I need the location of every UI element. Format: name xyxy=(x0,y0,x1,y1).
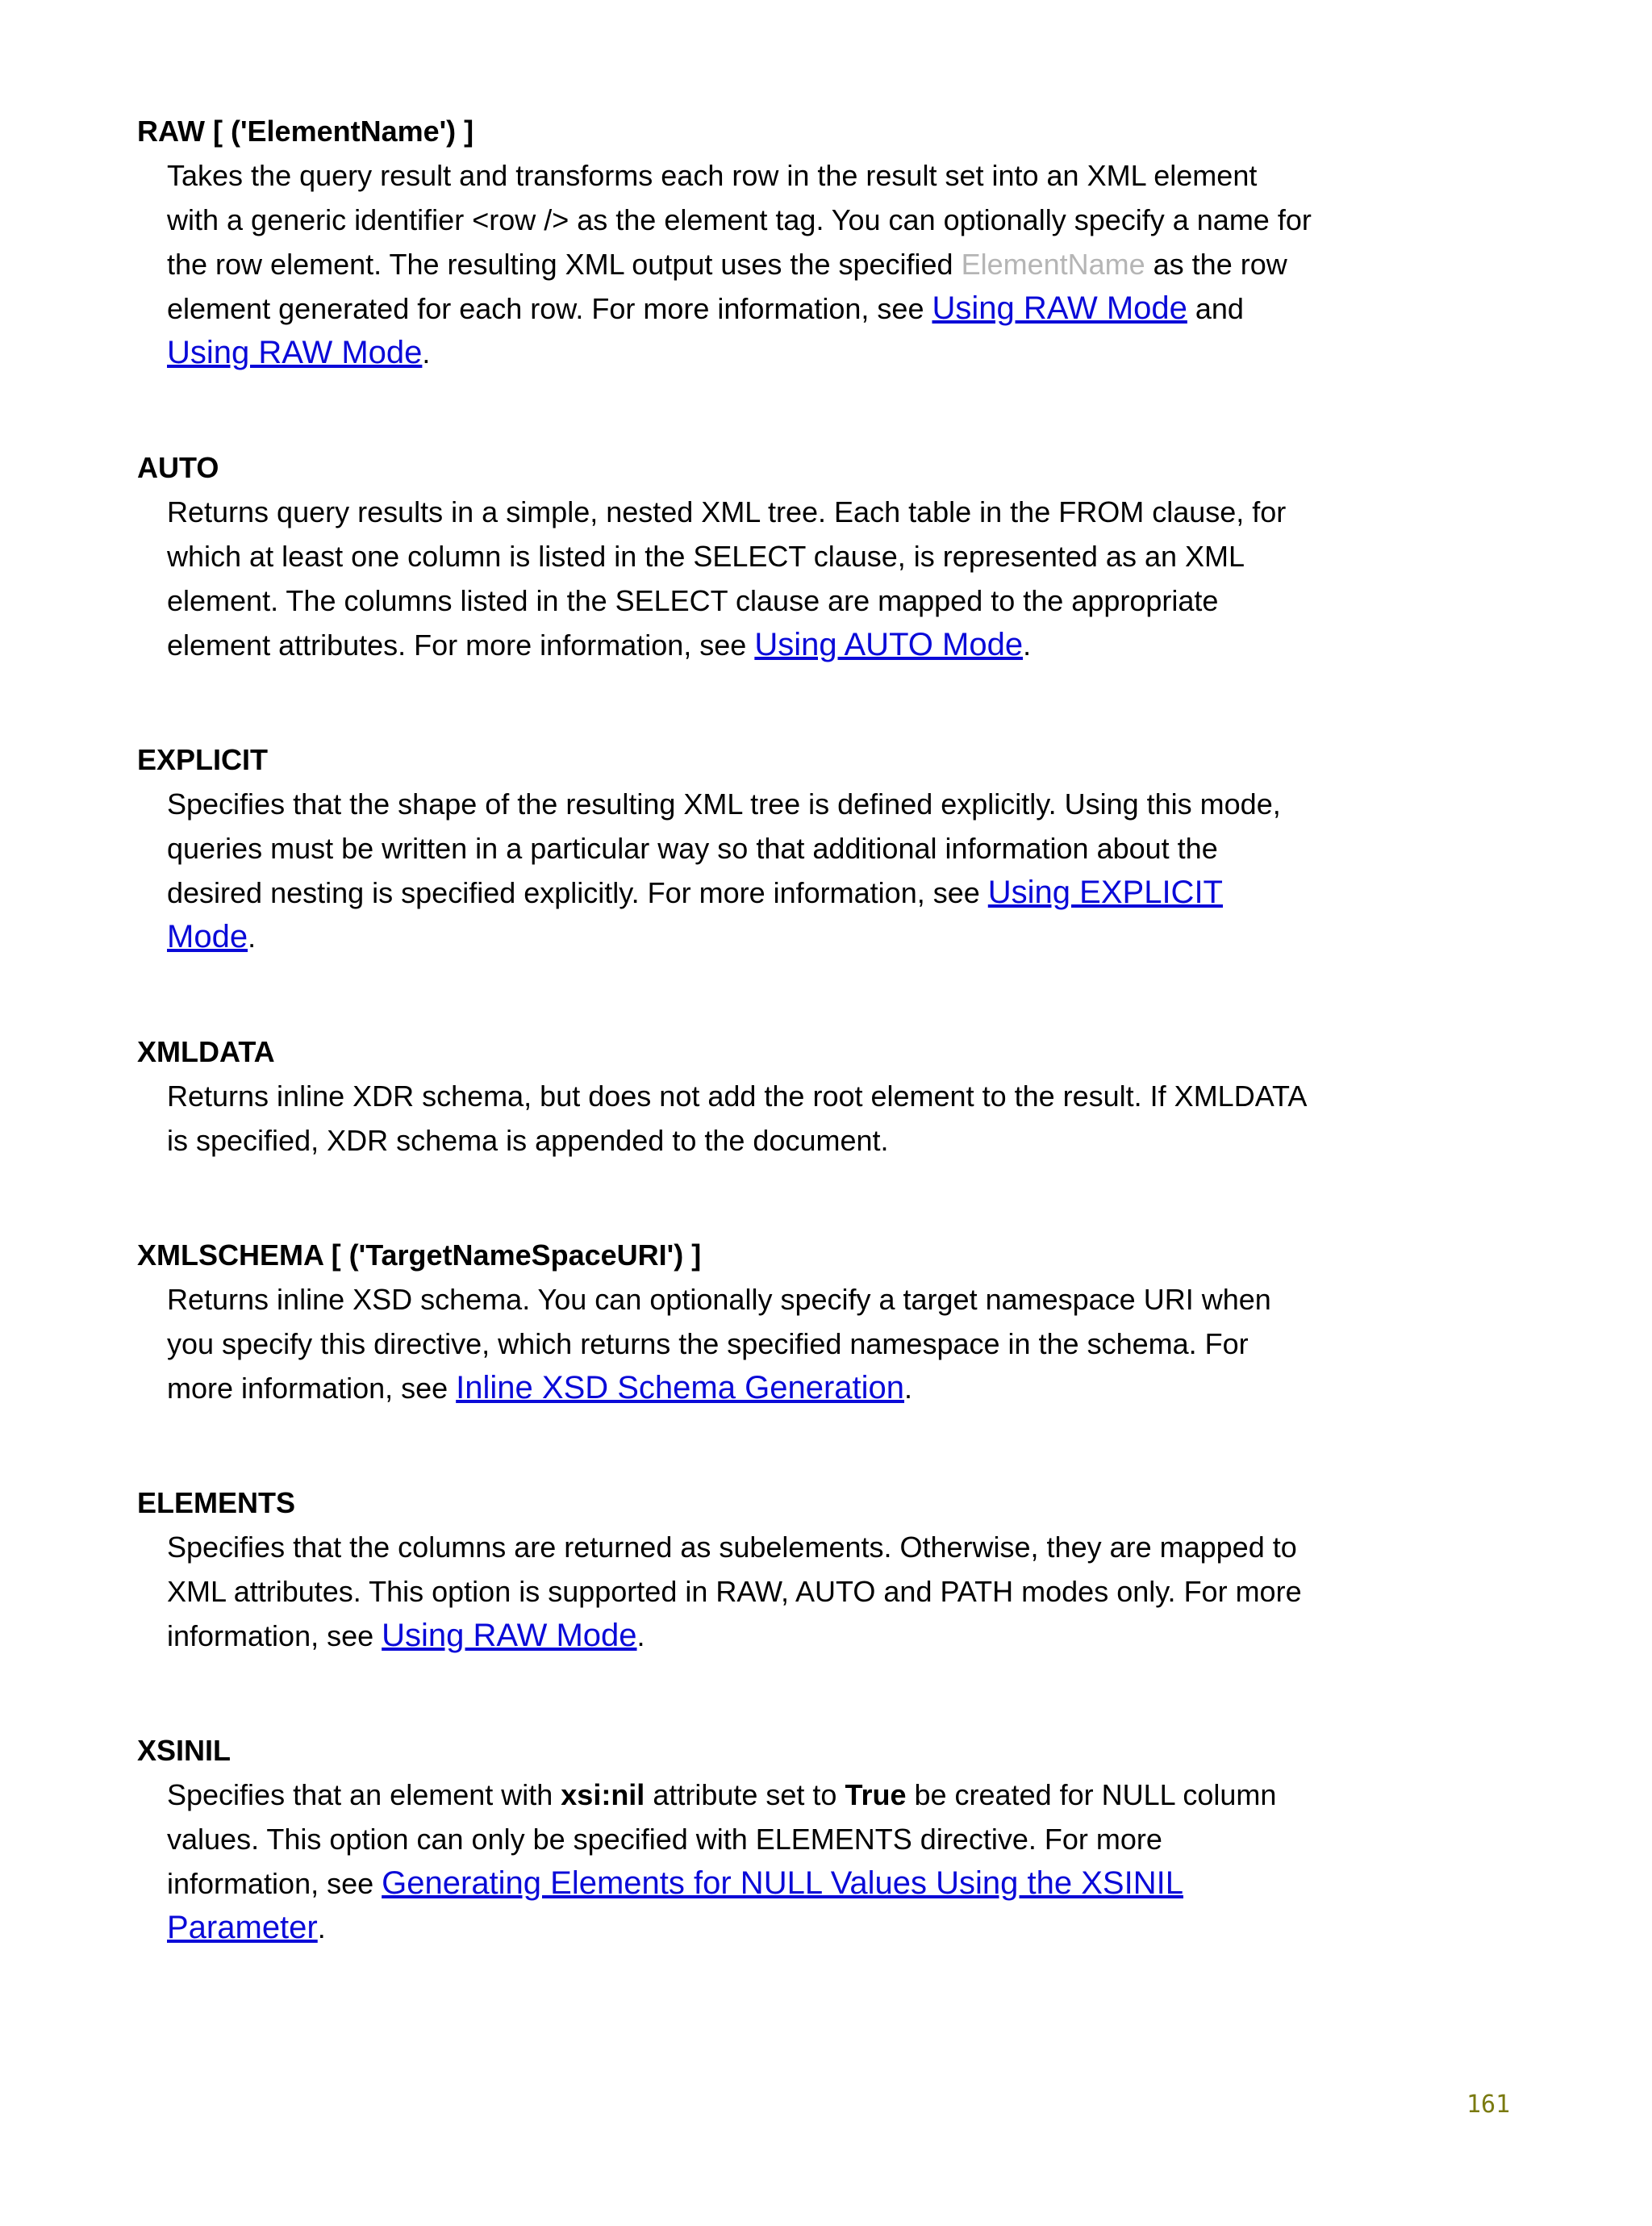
description-text: Specifies that the shape of the resulting XML tree is defined explicitly. Using this mode, queries must be written in a particular way so that additional information about the desired nesting is specified explicitly. For more information, see xyxy=(167,787,1281,909)
term-heading: XMLSCHEMA [ ('TargetNameSpaceURI') ] xyxy=(137,1238,702,1272)
term-description: Returns inline XDR schema, but does not add the root element to the result. If XMLDATA is specified, XDR schema is appended to the document. xyxy=(167,1080,1306,1157)
document-body xyxy=(137,109,1315,1950)
section-xmlschema xyxy=(137,1233,1315,1410)
link-using-raw-mode[interactable]: Using RAW Mode xyxy=(167,335,423,370)
description-text: Takes the query result and transforms each row in the result set into an XML element with a generic identifier <row /> as the element tag. You can optionally specify a name for the row element. The resulting XML output uses the specified xyxy=(167,159,1312,281)
description-text: and xyxy=(1187,292,1244,325)
term-description xyxy=(167,782,1315,959)
description-text: Returns query results in a simple, nested XML tree. Each table in the FROM clause, for which at least one column is listed in the SELECT clause, is represented as an XML element. The columns listed in the SELECT clause are mapped to the appropriate element attributes. For more information, see xyxy=(167,495,1287,662)
link-using-raw-mode[interactable]: Using RAW Mode xyxy=(932,290,1187,326)
term-heading: XMLDATA xyxy=(137,1035,275,1068)
section-explicit xyxy=(137,737,1315,959)
description-text: as the row element generated for each row. For more information, see xyxy=(167,248,1287,325)
section-raw xyxy=(137,109,1315,375)
description-text: . xyxy=(904,1372,913,1405)
bold-keyword-true: True xyxy=(845,1778,907,1811)
description-text: Specifies that the columns are returned as subelements. Otherwise, they are mapped to XML attributes. This option is supported in RAW, AUTO and PATH modes only. For more information, see xyxy=(167,1531,1302,1652)
link-using-raw-mode[interactable]: Using RAW Mode xyxy=(382,1618,637,1653)
section-elements xyxy=(137,1481,1315,1658)
section-xmldata xyxy=(137,1029,1315,1163)
description-text: . xyxy=(422,336,431,370)
term-description xyxy=(167,1773,1315,1950)
term-description xyxy=(167,153,1315,375)
term-description xyxy=(167,1277,1315,1410)
section-xsinil xyxy=(137,1728,1315,1950)
section-auto xyxy=(137,445,1315,667)
term-heading: RAW [ ('ElementName') ] xyxy=(137,115,474,148)
term-heading: EXPLICIT xyxy=(137,743,269,776)
term-description xyxy=(167,1525,1315,1658)
description-text: attribute set to xyxy=(645,1778,845,1811)
term-heading: ELEMENTS xyxy=(137,1486,296,1519)
description-text: be created for NULL column values. This option can only be specified with ELEMENTS directive. For more information, see xyxy=(167,1778,1277,1900)
description-text: . xyxy=(1023,629,1032,662)
term-heading: XSINIL xyxy=(137,1734,232,1767)
description-text: . xyxy=(636,1619,645,1652)
bold-keyword-xsi-nil: xsi:nil xyxy=(561,1778,645,1811)
description-text: Specifies that an element with xyxy=(167,1778,561,1811)
link-using-auto-mode[interactable]: Using AUTO Mode xyxy=(754,627,1024,662)
link-generating-elements-xsinil[interactable]: Generating Elements for NULL Values Using the XSINIL Parameter xyxy=(167,1865,1183,1945)
term-heading: AUTO xyxy=(137,451,219,484)
description-text: . xyxy=(248,921,257,954)
element-name-placeholder: ElementName xyxy=(961,248,1145,281)
page-number: 161 xyxy=(1466,2090,1511,2119)
description-text: . xyxy=(317,1911,326,1944)
link-inline-xsd-schema-generation[interactable]: Inline XSD Schema Generation xyxy=(456,1370,905,1405)
term-description xyxy=(167,490,1315,667)
description-text: Returns inline XSD schema. You can optionally specify a target namespace URI when you specify this directive, which returns the specified namespace in the schema. For more information, see xyxy=(167,1283,1271,1405)
link-using-explicit-mode[interactable]: Using EXPLICIT Mode xyxy=(167,875,1223,954)
